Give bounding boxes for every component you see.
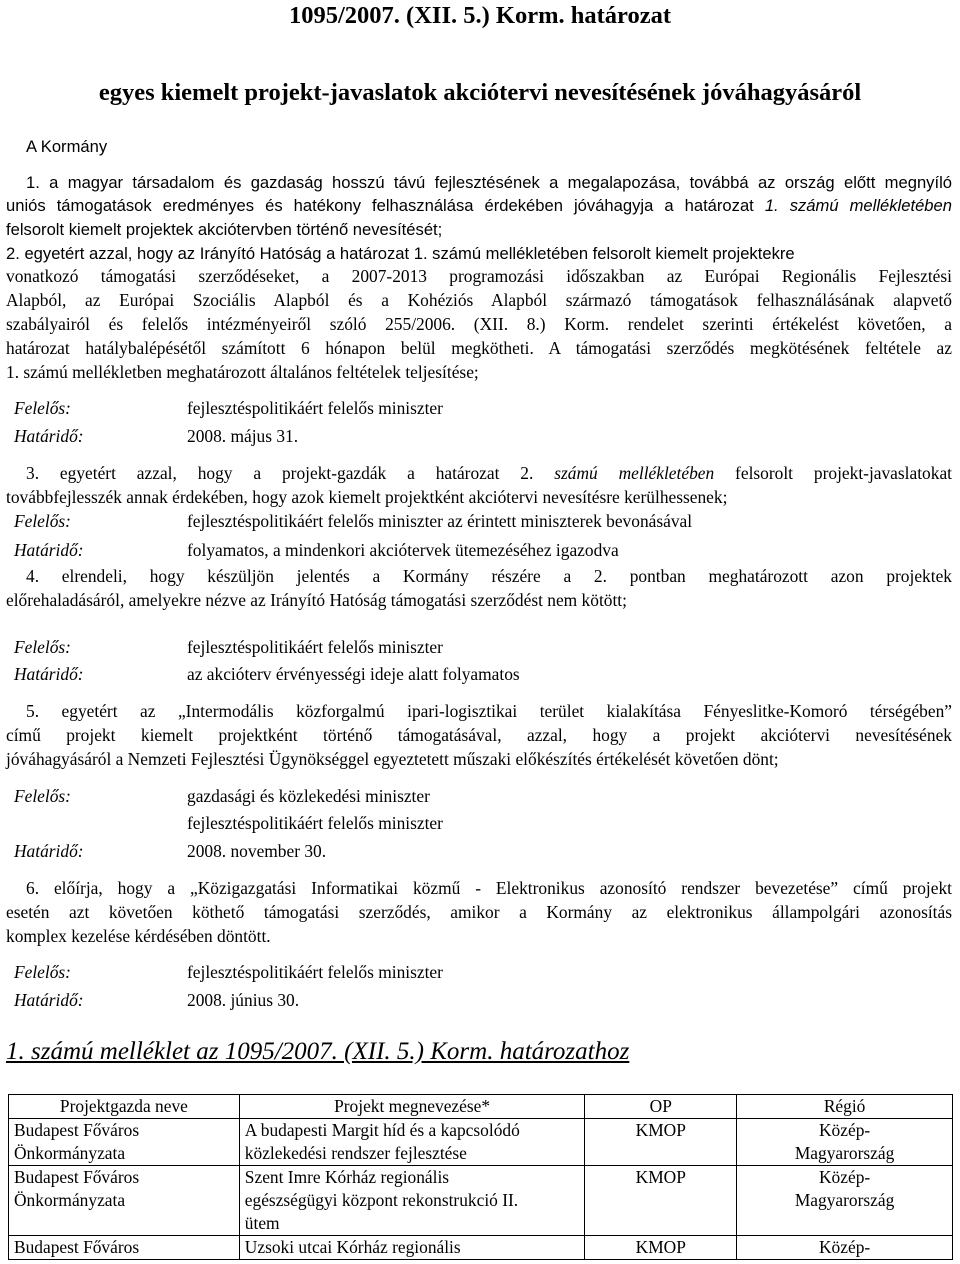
document-title: 1095/2007. (XII. 5.) Korm. határozat bbox=[289, 2, 671, 29]
p2-text: 2. egyetért azzal, hogy az Irányító Hatóság a határozat bbox=[6, 244, 414, 263]
header-op: OP bbox=[585, 1095, 737, 1119]
p2-line-5: határozat hatálybalépésétől számított 6 hónapon belül megkötheti. A támogatási szerződés megkötésének feltétele az bbox=[6, 338, 952, 358]
owner-line: Önkormányzata bbox=[14, 1190, 126, 1210]
project-cell bbox=[239, 1119, 585, 1166]
project-line: ütem bbox=[244, 1213, 280, 1233]
p4-line-2: előrehaladásáról, amelyekre nézve az Irányító Hatóság támogatási szerződést nem kötött; bbox=[6, 590, 627, 610]
p3-responsible-label: Felelős: bbox=[14, 511, 71, 531]
project-cell bbox=[239, 1166, 585, 1236]
p2-responsible: fejlesztéspolitikáért felelős miniszter bbox=[187, 398, 443, 418]
p5-deadline-label: Határidő: bbox=[14, 841, 84, 861]
p1-line-2 bbox=[6, 196, 952, 216]
p5-line-1: 5. egyetért az „Intermodális közforgalmú ipari-logisztikai terület kialakítása Fényeslitke-Komoró térségében” bbox=[26, 701, 952, 721]
p5-responsible-label: Felelős: bbox=[14, 786, 71, 806]
p5-line-2: című projekt kiemelt projektként történő támogatásával, azzal, hogy a projekt akciótervi nevesítésének bbox=[6, 725, 952, 745]
region-line: Közép- bbox=[819, 1120, 871, 1140]
p2-line-1 bbox=[6, 244, 795, 264]
p3-text: 3. egyetért azzal, hogy a projekt-gazdák a határozat 2. bbox=[26, 463, 555, 483]
region-line: Magyarország bbox=[794, 1143, 895, 1163]
p2-line-6: 1. számú mellékletben meghatározott általános feltételek teljesítése; bbox=[6, 362, 479, 382]
p4-responsible: fejlesztéspolitikáért felelős miniszter bbox=[187, 637, 443, 657]
region-line: Közép- bbox=[819, 1167, 871, 1187]
p4-deadline: az akcióterv érvényességi ideje alatt folyamatos bbox=[187, 664, 520, 684]
annex-title: 1. számú melléklet az 1095/2007. (XII. 5.) Korm. határozathoz bbox=[6, 1038, 630, 1065]
owner-line: Önkormányzata bbox=[14, 1143, 126, 1163]
annex-table bbox=[8, 1094, 953, 1260]
p6-deadline: 2008. június 30. bbox=[187, 990, 300, 1010]
p3-deadline: folyamatos, a mindenkori akciótervek ütemezéséhez igazodva bbox=[187, 540, 619, 560]
project-line: A budapesti Margit híd és a kapcsolódó bbox=[244, 1120, 520, 1140]
p6-responsible-label: Felelős: bbox=[14, 962, 71, 982]
table-row bbox=[9, 1119, 953, 1166]
owner-cell bbox=[9, 1166, 240, 1236]
p2-line-3: Alapból, az Európai Szociális Alapból és a Kohéziós Alapból származó támogatások felhasználásának alapvető bbox=[6, 290, 952, 310]
project-line: Uzsoki utcai Kórház regionális bbox=[244, 1237, 461, 1257]
owner-cell bbox=[9, 1236, 240, 1260]
p1-text: uniós támogatások eredményes és hatékony felhasználása érdekében jóváhagyja a határozat bbox=[6, 196, 765, 215]
op-cell: KMOP bbox=[585, 1119, 737, 1166]
project-line: közlekedési rendszer fejlesztése bbox=[244, 1143, 467, 1163]
p4-responsible-label: Felelős: bbox=[14, 637, 71, 657]
p4-line-1: 4. elrendeli, hogy készüljön jelentés a Kormány részére a 2. pontban meghatározott azon projektek bbox=[26, 566, 952, 586]
p3-text-2: felsorolt projekt-javaslatokat bbox=[714, 463, 952, 483]
p3-line-2: továbbfejlesszék annak érdekében, hogy azok kiemelt projektként akciótervi nevesítésre kerülhessenek; bbox=[6, 487, 728, 507]
p5-responsible-1: gazdasági és közlekedési miniszter bbox=[187, 786, 430, 806]
p5-line-3: jóváhagyásáról a Nemzeti Fejlesztési Ügynökséggel egyeztetett műszaki előkészítés értékelését követően dönt; bbox=[6, 749, 779, 769]
table-header-row bbox=[9, 1095, 953, 1119]
region-cell bbox=[737, 1166, 953, 1236]
p2-responsible-label: Felelős: bbox=[14, 398, 71, 418]
table-row bbox=[9, 1236, 953, 1260]
header-owner: Projektgazda neve bbox=[9, 1095, 240, 1119]
owner-line: Budapest Főváros bbox=[14, 1120, 140, 1140]
region-line: Magyarország bbox=[794, 1190, 895, 1210]
p6-line-1: 6. előírja, hogy a „Közigazgatási Informatikai közmű - Elektronikus azonosító rendszer bevezetése” című projekt bbox=[26, 878, 952, 898]
p5-deadline: 2008. november 30. bbox=[187, 841, 327, 861]
p6-deadline-label: Határidő: bbox=[14, 990, 84, 1010]
owner-line: Budapest Főváros bbox=[14, 1237, 140, 1257]
p3-line-1 bbox=[26, 463, 952, 483]
p1-annex-ref: 1. számú mellékletében bbox=[764, 196, 952, 215]
p3-deadline-label: Határidő: bbox=[14, 540, 84, 560]
table-row bbox=[9, 1166, 953, 1236]
p1-line-1: 1. a magyar társadalom és gazdaság hosszú távú fejlesztésének a megalapozása, továbbá az ország előtt megnyíló bbox=[26, 173, 952, 192]
p2-annex-ref: 1. számú mellékletében felsorolt kiemelt projektekre bbox=[413, 244, 795, 263]
p6-line-2: esetén azt követően köthető támogatási szerződés, amikor a Kormány az elektronikus állampolgári azonosítás bbox=[6, 902, 952, 922]
p4-deadline-label: Határidő: bbox=[14, 664, 84, 684]
region-line: Közép- bbox=[819, 1237, 871, 1257]
header-project: Projekt megnevezése* bbox=[239, 1095, 585, 1119]
project-line: egészségügyi központ rekonstrukció II. bbox=[244, 1190, 519, 1210]
intro-text: A Kormány bbox=[26, 137, 108, 156]
owner-cell bbox=[9, 1119, 240, 1166]
document-subtitle: egyes kiemelt projekt-javaslatok akciótervi nevesítésének jóváhagyásáról bbox=[98, 79, 862, 106]
header-region: Régió bbox=[737, 1095, 953, 1119]
project-cell bbox=[239, 1236, 585, 1260]
p2-deadline: 2008. május 31. bbox=[187, 426, 299, 446]
p3-annex-ref: számú mellékletében bbox=[554, 463, 715, 483]
p2-line-2: vonatkozó támogatási szerződéseket, a 2007-2013 programozási időszakban az Európai Regionális Fejlesztési bbox=[6, 266, 952, 286]
project-line: Szent Imre Kórház regionális bbox=[244, 1167, 450, 1187]
owner-line: Budapest Főváros bbox=[14, 1167, 140, 1187]
p3-responsible: fejlesztéspolitikáért felelős miniszter az érintett miniszterek bevonásával bbox=[187, 511, 693, 531]
region-cell bbox=[737, 1236, 953, 1260]
p2-deadline-label: Határidő: bbox=[14, 426, 84, 446]
region-cell bbox=[737, 1119, 953, 1166]
p6-responsible: fejlesztéspolitikáért felelős miniszter bbox=[187, 962, 443, 982]
op-cell: KMOP bbox=[585, 1166, 737, 1236]
p1-line-3: felsorolt kiemelt projektek akciótervben történő nevesítését; bbox=[6, 220, 443, 239]
p5-responsible-2: fejlesztéspolitikáért felelős miniszter bbox=[187, 813, 443, 833]
p6-line-3: komplex kezelése kérdésében döntött. bbox=[6, 926, 271, 946]
p2-line-4: szabályairól és felelős intézményeiről szóló 255/2006. (XII. 8.) Korm. rendelet szerinti értékelést követően, a bbox=[6, 314, 952, 334]
op-cell: KMOP bbox=[585, 1236, 737, 1260]
